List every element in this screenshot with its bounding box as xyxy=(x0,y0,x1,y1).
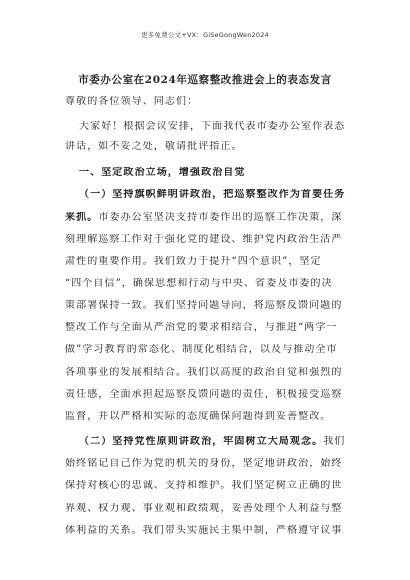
body-line: 肃性的重要作用。我们致力于提升“四个意识”，坚定 xyxy=(65,256,322,267)
body-line: 责任感，全面承担起巡察反馈问题的责任，积极接受巡察 xyxy=(65,389,343,400)
body-line: “四个自信”，确保思想和行动与中央、省委及市委的决 xyxy=(65,278,333,289)
body-line xyxy=(79,436,379,448)
body-line xyxy=(65,212,365,224)
body-line: 做”学习教育的常态化、制度化相结合，以及与推动全市 xyxy=(65,344,338,355)
body-line: 各项事业的发展相结合。我们以高度的政治自觉和强烈的 xyxy=(65,367,343,378)
body-line: 体利益的关系。我们带头实施民主集中制，严格遵守议事 xyxy=(65,525,343,536)
body-line: 刻理解巡察工作对于强化党的建设、维护党内政治生活严 xyxy=(65,234,343,245)
body-line: 整改工作与全面从严治党的要求相结合，与推进“两学一 xyxy=(65,322,338,333)
body-line: 界观、权力观、事业观和政绩观，妥善处理个人利益与整 xyxy=(65,503,343,514)
body-line: 一、坚定政治立场，增强政治自觉 xyxy=(79,167,246,178)
body-line: 始终铭记自己作为党的机关的身份，坚定地讲政治，始终 xyxy=(65,458,343,469)
bold-lead-text: 来抓。 xyxy=(65,212,99,223)
line-text: 我们 xyxy=(323,436,346,447)
bold-lead-text: （二）坚持党性原则讲政治，牢固树立大局观念。 xyxy=(79,436,324,447)
line-text: 市委办公室坚决支持市委作出的巡察工作决策，深 xyxy=(98,212,343,223)
salutation: 尊敬的各位领导、同志们： xyxy=(65,96,199,107)
body-line: 监督，并以严格和实际的态度确保问题得到妥善整改。 xyxy=(65,411,332,422)
body-line: 策部署保持一致。我们坚持问题导向，将巡察反馈问题的 xyxy=(65,300,343,311)
body-line: （一）坚持旗帜鲜明讲政治，把巡察整改作为首要任务 xyxy=(79,189,346,200)
body-line: 讲话，如不妥之处，敬请批评指正。 xyxy=(65,141,243,152)
body-line: 大家好！根据会议安排，下面我代表市委办公室作表态 xyxy=(79,121,346,132)
document-title: 市委办公室在2024年巡察整改推进会上的表态发言 xyxy=(78,74,332,86)
body-line: 保持对核心的忠诚、支持和维护。我们坚定树立正确的世 xyxy=(65,480,343,491)
watermark-text: 更多免费公文+VX：GiSeGongWen2024 xyxy=(141,31,269,39)
